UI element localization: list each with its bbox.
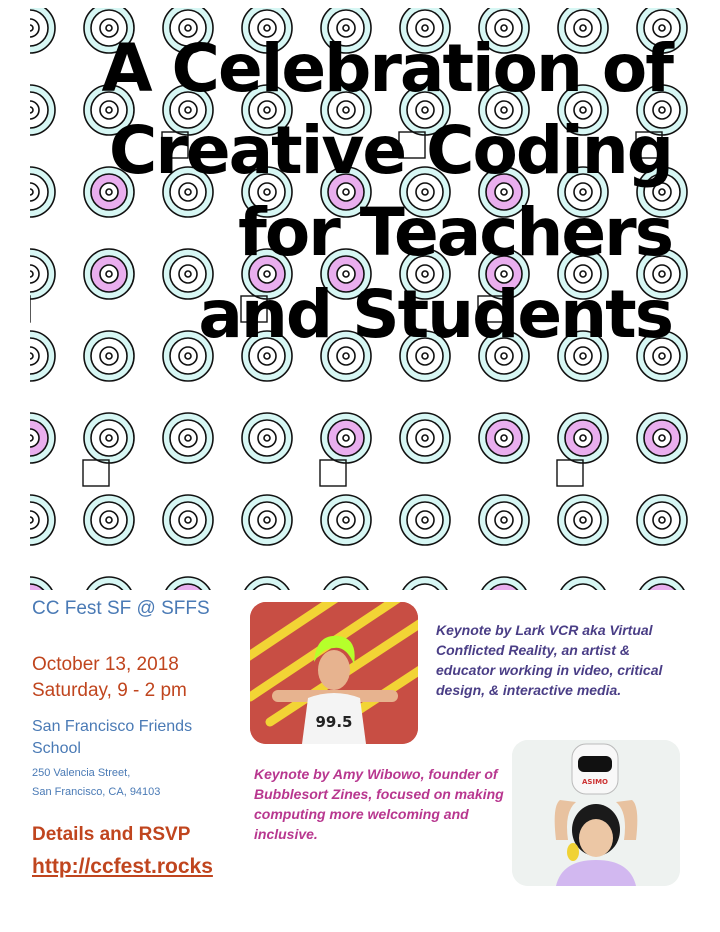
pattern-circle xyxy=(321,495,371,545)
pattern-circle xyxy=(558,577,608,590)
school-name: San Francisco Friends School xyxy=(32,718,193,757)
pattern-circle xyxy=(637,577,687,590)
headline-line-1: A Celebration of xyxy=(101,30,672,107)
event-name: CC Fest SF @ SFFS xyxy=(32,598,210,619)
event-datetime xyxy=(32,652,187,704)
pattern-circle xyxy=(637,413,687,463)
pattern-square xyxy=(83,460,109,486)
pattern-circle xyxy=(30,8,55,53)
pattern-circle xyxy=(30,413,55,463)
pattern-circle xyxy=(84,577,134,590)
pattern-square xyxy=(320,460,346,486)
keynote-amy-text: Keynote by Amy Wibowo, founder of Bubblesort Zines, focused on making computing more welcoming and inclusive. xyxy=(254,766,504,842)
headline xyxy=(101,28,672,356)
pattern-circle xyxy=(163,495,213,545)
pattern-circle xyxy=(479,413,529,463)
pattern-circle xyxy=(321,577,371,590)
pattern-circle xyxy=(163,577,213,590)
website-link[interactable]: http://ccfest.rocks xyxy=(32,855,213,878)
keynote-lark-text: Keynote by Lark VCR aka Virtual Conflicted Reality, an artist & educator working in video, critical design, & interactive media. xyxy=(436,622,663,698)
pattern-circle xyxy=(30,577,55,590)
pattern-circle xyxy=(242,577,292,590)
shirt-text: 99.5 xyxy=(315,713,353,731)
pattern-circle xyxy=(558,413,608,463)
pattern-circle xyxy=(163,413,213,463)
pattern-circle xyxy=(84,495,134,545)
pattern-circle xyxy=(479,495,529,545)
pattern-circle xyxy=(637,495,687,545)
pattern-circle xyxy=(242,495,292,545)
pattern-square xyxy=(557,460,583,486)
pattern-circle xyxy=(558,495,608,545)
event-time: Saturday, 9 - 2 pm xyxy=(32,680,187,701)
pattern-circle xyxy=(242,413,292,463)
pattern-circle xyxy=(30,249,55,299)
pattern-circle xyxy=(30,167,55,217)
hero-banner xyxy=(30,8,692,590)
pattern-circle xyxy=(84,413,134,463)
lark-photo xyxy=(250,602,418,744)
pattern-circle xyxy=(30,85,55,135)
robot-text: ASIMO xyxy=(582,778,608,786)
pattern-circle xyxy=(479,577,529,590)
pattern-circle xyxy=(400,413,450,463)
headline-line-2: Creative Coding xyxy=(108,112,672,189)
details-heading: Details and RSVP xyxy=(32,824,191,845)
headline-line-4: and Students xyxy=(198,276,672,353)
pattern-circle xyxy=(400,495,450,545)
event-date: October 13, 2018 xyxy=(32,654,179,675)
school-address xyxy=(32,764,160,802)
address-line-1: 250 Valencia Street, xyxy=(32,767,131,779)
pattern-circle xyxy=(30,331,55,381)
amy-photo xyxy=(512,740,680,886)
address-line-2: San Francisco, CA, 94103 xyxy=(32,786,161,798)
pattern-circle xyxy=(400,577,450,590)
pattern-circle xyxy=(321,413,371,463)
headline-line-3: for Teachers xyxy=(238,194,672,271)
pattern-circle xyxy=(30,495,55,545)
